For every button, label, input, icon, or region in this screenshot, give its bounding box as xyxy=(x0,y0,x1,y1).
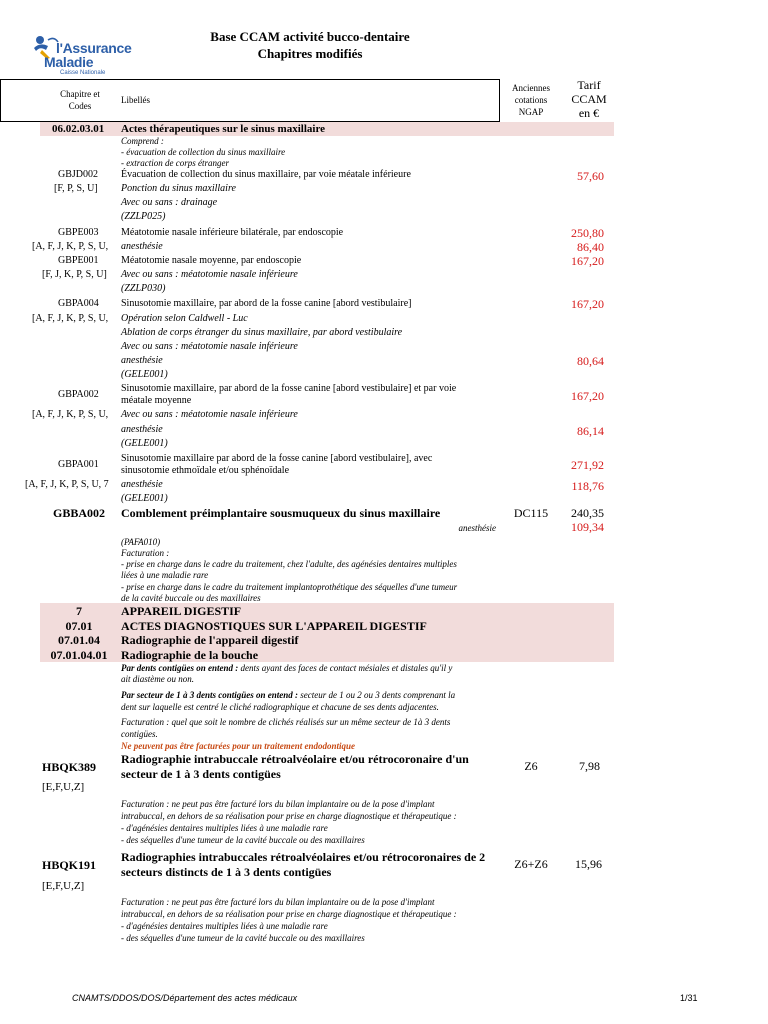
act-spec: [F, P, S, U] xyxy=(54,183,98,194)
act-spec: [E,F,U,Z] xyxy=(42,781,85,793)
logo-line2: Maladie xyxy=(44,54,94,70)
facturation-item: intrabuccal, en dehors de sa réalisation pour prise en charge diagnostique et thérapeutique : xyxy=(121,811,457,821)
facturation-item: Facturation : ne peut pas être facturé lors du bilan implantaire ou de la pose d'implant xyxy=(121,897,435,907)
act-code: GBPA004 xyxy=(58,298,99,309)
act-price: 167,20 xyxy=(571,297,604,311)
comprend-label: Comprend : xyxy=(121,136,164,146)
act-note: Ponction du sinus maxillaire xyxy=(121,183,236,194)
facturation-item: Facturation : ne peut pas être facturé lors du bilan implantaire ou de la pose d'implant xyxy=(121,799,435,809)
act-note: Opération selon Caldwell - Luc xyxy=(121,313,248,324)
act-label: Radiographies intrabuccales rétroalvéolaires et/ou rétrocoronaires de 2 xyxy=(121,850,486,864)
act-note: (PAFA010) xyxy=(121,537,161,547)
act-label: Sinusotomie maxillaire, par abord de la fosse canine [abord vestibulaire] xyxy=(121,298,412,309)
comprend-item: - évacuation de collection du sinus maxillaire xyxy=(121,147,286,157)
comprend-item: - extraction de corps étranger xyxy=(121,158,229,168)
act-label: Sinusotomie maxillaire, par abord de la fosse canine [abord vestibulaire] et par voie xyxy=(121,383,457,394)
facturation-item: intrabuccal, en dehors de sa réalisation pour prise en charge diagnostique et thérapeutique : xyxy=(121,909,457,919)
act-note: Avec ou sans : méatotomie nasale inférieure xyxy=(121,409,298,420)
chapter-code: 07.01.04.01 xyxy=(50,648,108,662)
act-label: méatale moyenne xyxy=(121,395,192,406)
facturation-item: - d'agénésies dentaires multiples liées à une maladie rare xyxy=(121,823,328,833)
act-spec: [A, F, J, K, P, S, U, xyxy=(32,241,109,252)
act-spec: [A, F, J, K, P, S, U, xyxy=(32,313,109,324)
page-subtitle: Chapitres modifiés xyxy=(257,46,363,61)
act-spec: [A, F, J, K, P, S, U, xyxy=(32,409,109,420)
act-label: Évacuation de collection du sinus maxillaire, par voie méatale inférieure xyxy=(121,169,411,180)
act-ngap: DC115 xyxy=(513,506,549,520)
chapter-title: APPAREIL DIGESTIF xyxy=(121,604,242,618)
act-label: Méatotomie nasale inférieure bilatérale, par endoscopie xyxy=(121,227,344,238)
act-price: 80,64 xyxy=(577,354,604,368)
act-price: 118,76 xyxy=(571,479,604,493)
definition: dent sur laquelle est centré le cliché radiographique et chacune de ses dents adjacentes. xyxy=(121,702,439,712)
act-code: GBPE003 xyxy=(58,227,99,238)
act-price: 271,92 xyxy=(571,458,604,472)
act-spec: [E,F,U,Z] xyxy=(42,880,85,892)
chapter-title: Radiographie de l'appareil digestif xyxy=(121,633,299,647)
act-price: 167,20 xyxy=(571,254,604,268)
act-code: GBPA002 xyxy=(58,389,99,400)
assurance-maladie-logo xyxy=(30,28,132,78)
act-note: (ZZLP025) xyxy=(121,211,166,222)
act-code: GBJD002 xyxy=(58,169,99,180)
definition: Facturation : quel que soit le nombre de clichés réalisés sur un même secteur de 1à 3 dents xyxy=(121,717,451,727)
act-price: 109,34 xyxy=(571,520,604,534)
act-label: Sinusotomie maxillaire par abord de la fosse canine [abord vestibulaire], avec xyxy=(121,453,433,464)
chapter-code: 07.01 xyxy=(65,619,93,633)
act-note: Avec ou sans : méatotomie nasale inférieure xyxy=(121,269,298,280)
act-price: 167,20 xyxy=(571,389,604,403)
facturation-item: - d'agénésies dentaires multiples liées à une maladie rare xyxy=(121,921,328,931)
page-number: 1/31 xyxy=(680,993,698,1003)
act-spec: [F, J, K, P, S, U] xyxy=(42,269,107,280)
facturation-label: Facturation : xyxy=(121,548,170,558)
act-note: Avec ou sans : drainage xyxy=(121,197,218,208)
facturation-item: liées à une maladie rare xyxy=(121,570,209,580)
act-note: anesthésie xyxy=(458,523,496,533)
act-price: 57,60 xyxy=(577,169,604,183)
definition: ait diastème ou non. xyxy=(121,674,194,684)
chapter-title: ACTES DIAGNOSTIQUES SUR L'APPAREIL DIGESTIF xyxy=(121,619,427,633)
facturation-item: de la cavité buccale ou des maxillaires xyxy=(121,593,261,603)
act-price: 240,35 xyxy=(571,506,604,520)
col-header-tarif: Tarif CCAM en € xyxy=(571,78,607,120)
facturation-item: - prise en charge dans le cadre du traitement, chez l'adulte, des agénésies dentaires multiples xyxy=(121,559,457,569)
act-note: Ablation de corps étranger du sinus maxillaire, par abord vestibulaire xyxy=(121,327,403,338)
act-note: Avec ou sans : méatotomie nasale inférieure xyxy=(121,341,298,352)
page-title: Base CCAM activité bucco-dentaire xyxy=(210,29,410,44)
act-note: anesthésie xyxy=(121,241,163,252)
act-code: GBBA002 xyxy=(53,506,106,520)
act-ngap: Z6+Z6 xyxy=(514,857,548,871)
act-ngap: Z6 xyxy=(524,759,538,773)
chapter-code: 7 xyxy=(76,604,82,618)
act-note: (GELE001) xyxy=(121,438,168,449)
act-label: Comblement préimplantaire sousmuqueux du sinus maxillaire xyxy=(121,506,441,520)
definition: Par dents contigües on entend : dents ayant des faces de contact mésiales et distales qu'il y xyxy=(121,663,453,673)
act-price: 15,96 xyxy=(575,857,602,871)
act-code: HBQK389 xyxy=(42,760,97,774)
act-price: 86,14 xyxy=(577,424,604,438)
act-note: (ZZLP030) xyxy=(121,283,166,294)
act-spec: [A, F, J, K, P, S, U, 7 xyxy=(25,479,109,490)
definition: contigües. xyxy=(121,729,158,739)
col-header-chapitre: Chapitre et Codes xyxy=(60,89,100,111)
logo-line3: Caisse Nationale xyxy=(60,70,106,76)
facturation-item: - des séquelles d'une tumeur de la cavité buccale ou des maxillaires xyxy=(121,835,365,845)
footer-text: CNAMTS/DDOS/DOS/Département des actes médicaux xyxy=(72,993,298,1003)
chapter-code: 07.01.04 xyxy=(58,633,100,647)
act-code: GBPA001 xyxy=(58,459,99,470)
col-header-libelles: Libellés xyxy=(121,95,150,105)
act-label: secteurs distincts de 1 à 3 dents contigües xyxy=(121,865,332,879)
section-code: 06.02.03.01 xyxy=(52,123,105,135)
act-price: 86,40 xyxy=(577,240,604,254)
act-price: 250,80 xyxy=(571,226,604,240)
endo-note: Ne peuvent pas être facturées pour un traitement endodontique xyxy=(121,741,355,751)
act-label: Méatotomie nasale moyenne, par endoscopie xyxy=(121,255,302,266)
act-price: 7,98 xyxy=(579,759,600,773)
act-note: (GELE001) xyxy=(121,369,168,380)
header-rule-left xyxy=(0,79,1,122)
act-label: Radiographie intrabuccale rétroalvéolaire et/ou rétrocoronaire d'un xyxy=(121,752,469,766)
header-rule-top xyxy=(0,79,500,80)
chapter-title: Radiographie de la bouche xyxy=(121,648,259,662)
section-title: Actes thérapeutiques sur le sinus maxillaire xyxy=(121,123,326,135)
act-note: anesthésie xyxy=(121,355,163,366)
act-label: sinusotomie ethmoïdale et/ou sphénoïdale xyxy=(121,465,290,476)
act-note: (GELE001) xyxy=(121,493,168,504)
act-code: HBQK191 xyxy=(42,858,97,872)
logo-line1: l'Assurance xyxy=(56,40,132,56)
act-code: GBPE001 xyxy=(58,255,99,266)
act-note: anesthésie xyxy=(121,479,163,490)
definition: Par secteur de 1 à 3 dents contigües on entend : secteur de 1 ou 2 ou 3 dents comprenant la xyxy=(121,690,456,700)
col-header-anciennes: Anciennes cotations NGAP xyxy=(512,83,550,117)
act-label: secteur de 1 à 3 dents contigües xyxy=(121,767,281,781)
facturation-item: - prise en charge dans le cadre du traitement implantoprothétique des séquelles d'une tumeur xyxy=(121,582,458,592)
act-note: anesthésie xyxy=(121,424,163,435)
facturation-item: - des séquelles d'une tumeur de la cavité buccale ou des maxillaires xyxy=(121,933,365,943)
